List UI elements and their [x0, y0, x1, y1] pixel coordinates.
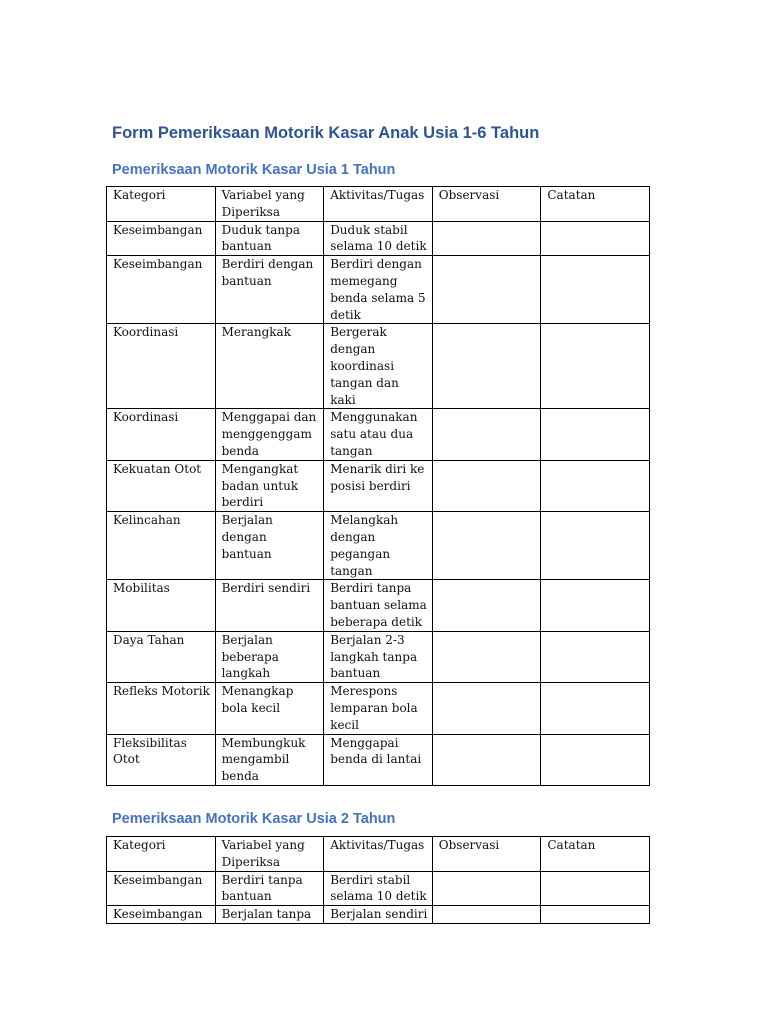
cell-activity: Berjalan 2-3 langkah tanpa bantuan — [324, 631, 433, 682]
cell-variable: Menggapai dan menggenggam benda — [215, 409, 324, 460]
exam-table-usia-1 — [106, 186, 650, 786]
cell-activity: Melangkah dengan pegangan tangan — [324, 512, 433, 580]
table-row — [107, 871, 650, 906]
cell-observation — [432, 409, 541, 460]
cell-variable: Berdiri sendiri — [215, 580, 324, 631]
cell-activity: Merespons lemparan bola kecil — [324, 683, 433, 734]
cell-notes — [541, 324, 650, 409]
cell-notes — [541, 221, 650, 256]
table-row — [107, 906, 650, 924]
cell-notes — [541, 631, 650, 682]
cell-notes — [541, 256, 650, 324]
column-header-observation: Observasi — [432, 187, 541, 222]
column-header-variable: Variabel yang Diperiksa — [215, 837, 324, 872]
cell-observation — [432, 580, 541, 631]
column-header-notes: Catatan — [541, 187, 650, 222]
column-header-observation: Observasi — [432, 837, 541, 872]
table-row — [107, 460, 650, 511]
document-title: Form Pemeriksaan Motorik Kasar Anak Usia 1-6 Tahun — [112, 124, 540, 142]
cell-variable: Duduk tanpa bantuan — [215, 221, 324, 256]
cell-category: Refleks Motorik — [107, 683, 216, 734]
column-header-category: Kategori — [107, 837, 216, 872]
cell-activity: Berdiri stabil selama 10 detik — [324, 871, 433, 906]
cell-variable: Berdiri tanpa bantuan — [215, 871, 324, 906]
cell-category: Keseimbangan — [107, 221, 216, 256]
table-row — [107, 683, 650, 734]
cell-activity: Bergerak dengan koordinasi tangan dan kaki — [324, 324, 433, 409]
cell-observation — [432, 256, 541, 324]
table-row — [107, 324, 650, 409]
cell-category: Kekuatan Otot — [107, 460, 216, 511]
cell-activity: Menarik diri ke posisi berdiri — [324, 460, 433, 511]
cell-observation — [432, 683, 541, 734]
cell-category: Koordinasi — [107, 409, 216, 460]
cell-notes — [541, 409, 650, 460]
table-row — [107, 631, 650, 682]
cell-category: Daya Tahan — [107, 631, 216, 682]
table-row — [107, 734, 650, 785]
table-header-row — [107, 837, 650, 872]
table-row — [107, 580, 650, 631]
cell-category: Keseimbangan — [107, 256, 216, 324]
column-header-activity: Aktivitas/Tugas — [324, 837, 433, 872]
cell-observation — [432, 221, 541, 256]
cell-activity: Menggapai benda di lantai — [324, 734, 433, 785]
cell-observation — [432, 512, 541, 580]
column-header-variable: Variabel yang Diperiksa — [215, 187, 324, 222]
cell-variable: Merangkak — [215, 324, 324, 409]
exam-table-usia-2 — [106, 836, 650, 924]
cell-activity: Duduk stabil selama 10 detik — [324, 221, 433, 256]
cell-observation — [432, 460, 541, 511]
table-row — [107, 256, 650, 324]
cell-observation — [432, 734, 541, 785]
table-header-row — [107, 187, 650, 222]
cell-variable: Berjalan beberapa langkah — [215, 631, 324, 682]
cell-variable: Berjalan tanpa — [215, 906, 324, 924]
table-row — [107, 512, 650, 580]
cell-observation — [432, 631, 541, 682]
cell-category: Keseimbangan — [107, 906, 216, 924]
cell-category: Kelincahan — [107, 512, 216, 580]
cell-activity: Berdiri dengan memegang benda selama 5 detik — [324, 256, 433, 324]
cell-notes — [541, 460, 650, 511]
section-heading-usia-2: Pemeriksaan Motorik Kasar Usia 2 Tahun — [112, 811, 396, 827]
cell-variable: Membungkuk mengambil benda — [215, 734, 324, 785]
cell-observation — [432, 906, 541, 924]
cell-notes — [541, 871, 650, 906]
cell-activity: Berdiri tanpa bantuan selama beberapa detik — [324, 580, 433, 631]
cell-notes — [541, 734, 650, 785]
table-row — [107, 409, 650, 460]
cell-category: Keseimbangan — [107, 871, 216, 906]
cell-notes — [541, 580, 650, 631]
cell-variable: Berdiri dengan bantuan — [215, 256, 324, 324]
cell-category: Koordinasi — [107, 324, 216, 409]
cell-activity: Menggunakan satu atau dua tangan — [324, 409, 433, 460]
cell-category: Fleksibilitas Otot — [107, 734, 216, 785]
cell-category: Mobilitas — [107, 580, 216, 631]
column-header-activity: Aktivitas/Tugas — [324, 187, 433, 222]
column-header-notes: Catatan — [541, 837, 650, 872]
cell-variable: Mengangkat badan untuk berdiri — [215, 460, 324, 511]
cell-notes — [541, 683, 650, 734]
cell-variable: Berjalan dengan bantuan — [215, 512, 324, 580]
cell-notes — [541, 512, 650, 580]
table-row — [107, 221, 650, 256]
cell-observation — [432, 871, 541, 906]
cell-activity: Berjalan sendiri — [324, 906, 433, 924]
cell-observation — [432, 324, 541, 409]
section-heading-usia-1: Pemeriksaan Motorik Kasar Usia 1 Tahun — [112, 162, 396, 178]
cell-notes — [541, 906, 650, 924]
column-header-category: Kategori — [107, 187, 216, 222]
cell-variable: Menangkap bola kecil — [215, 683, 324, 734]
